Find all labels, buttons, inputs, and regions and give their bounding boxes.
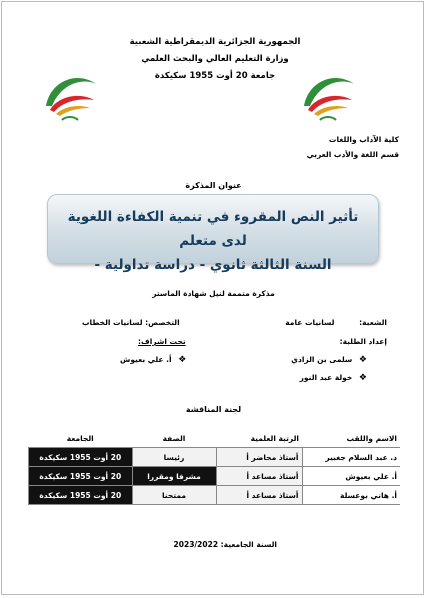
supervision-label: تحت اشراف: <box>138 337 186 346</box>
header-rank: الرتبة العلمية <box>250 434 299 443</box>
member-role: ممتحنا <box>132 486 216 505</box>
jury-header-row <box>29 430 401 448</box>
member-role: رئيسا <box>132 448 216 467</box>
member-rank: أستاذ مساعد أ <box>216 467 302 486</box>
ministry-name: وزارة التعليم العالي والبحث العلمي <box>141 54 289 64</box>
jury-table <box>28 430 400 505</box>
university-name: جامعة 20 أوت 1955 سكيكدة <box>154 71 276 81</box>
republic-name: الجمهورية الجزائرية الديمقراطية الشعبية <box>129 37 301 47</box>
faculty-block <box>307 132 399 162</box>
header-role: الصفة <box>162 434 186 443</box>
member-name: د. عبد السلام جغبير <box>302 448 400 467</box>
student-item-1 <box>291 355 367 365</box>
student-name: سلمى بن الزادي <box>291 355 353 364</box>
institution-header <box>100 34 330 85</box>
logo-text <box>298 66 302 68</box>
branch-line <box>285 318 387 327</box>
branch-value: لسانيات عامة <box>285 318 335 327</box>
branch-label: الشعبة: <box>359 318 387 327</box>
memo-title-line2: السنة الثالثة ثانوي - دراسة تداولية - <box>94 257 332 273</box>
member-university: 20 أوت 1955 سكيكدة <box>29 467 133 486</box>
memo-title-line1: تأثير النص المقروء في تنمية الكفاءة اللغوية لدى متعلم <box>67 209 359 249</box>
title-box <box>47 194 379 273</box>
member-rank: أستاذ مساعد أ <box>216 486 302 505</box>
logo-text <box>40 66 44 68</box>
academic-year: السنة الجامعية: 2023/2022 <box>173 540 277 549</box>
member-rank: أستاذ محاضر أ <box>216 448 302 467</box>
university-logo-right <box>298 66 360 128</box>
memo-title <box>56 205 370 277</box>
member-name: أ. علي بعيوش <box>302 467 400 486</box>
header-university: الجامعة <box>66 434 94 443</box>
table-row <box>29 486 401 505</box>
faculty-name: كلية الآداب واللغات <box>328 135 399 144</box>
prepared-by-label: إعداد الطلبة: <box>339 337 387 346</box>
student-name: خولة عبد النور <box>299 373 353 382</box>
member-role: مشرفا ومقررا <box>132 467 216 486</box>
supervisor-item <box>120 355 186 365</box>
specialty-line: التخصص: لسانيات الخطاب <box>82 318 180 327</box>
star-bullet-icon: ❖ <box>358 355 367 365</box>
star-bullet-icon: ❖ <box>178 355 187 365</box>
memo-title-label: عنوان المذكرة <box>185 181 242 190</box>
university-logo-left <box>40 66 102 128</box>
university-logo-icon <box>40 66 102 128</box>
student-item-2 <box>300 373 367 383</box>
member-university: 20 أوت 1955 سكيكدة <box>29 486 133 505</box>
star-bullet-icon: ❖ <box>358 373 367 383</box>
member-university: 20 أوت 1955 سكيكدة <box>29 448 133 467</box>
table-row <box>29 467 401 486</box>
supervisor-name: أ. علي بعيوش <box>120 355 172 364</box>
university-logo-icon <box>298 66 360 128</box>
jury-title: لجنة المناقشة <box>185 405 242 414</box>
degree-subtitle: مذكرة متممة لنيل شهادة الماستر <box>152 289 275 298</box>
header-name: الاسم واللقب <box>346 434 397 443</box>
department-name: قسم اللغة والأدب العربي <box>306 150 399 159</box>
member-name: أ. هاني بوعسلة <box>302 486 400 505</box>
table-row <box>29 448 401 467</box>
